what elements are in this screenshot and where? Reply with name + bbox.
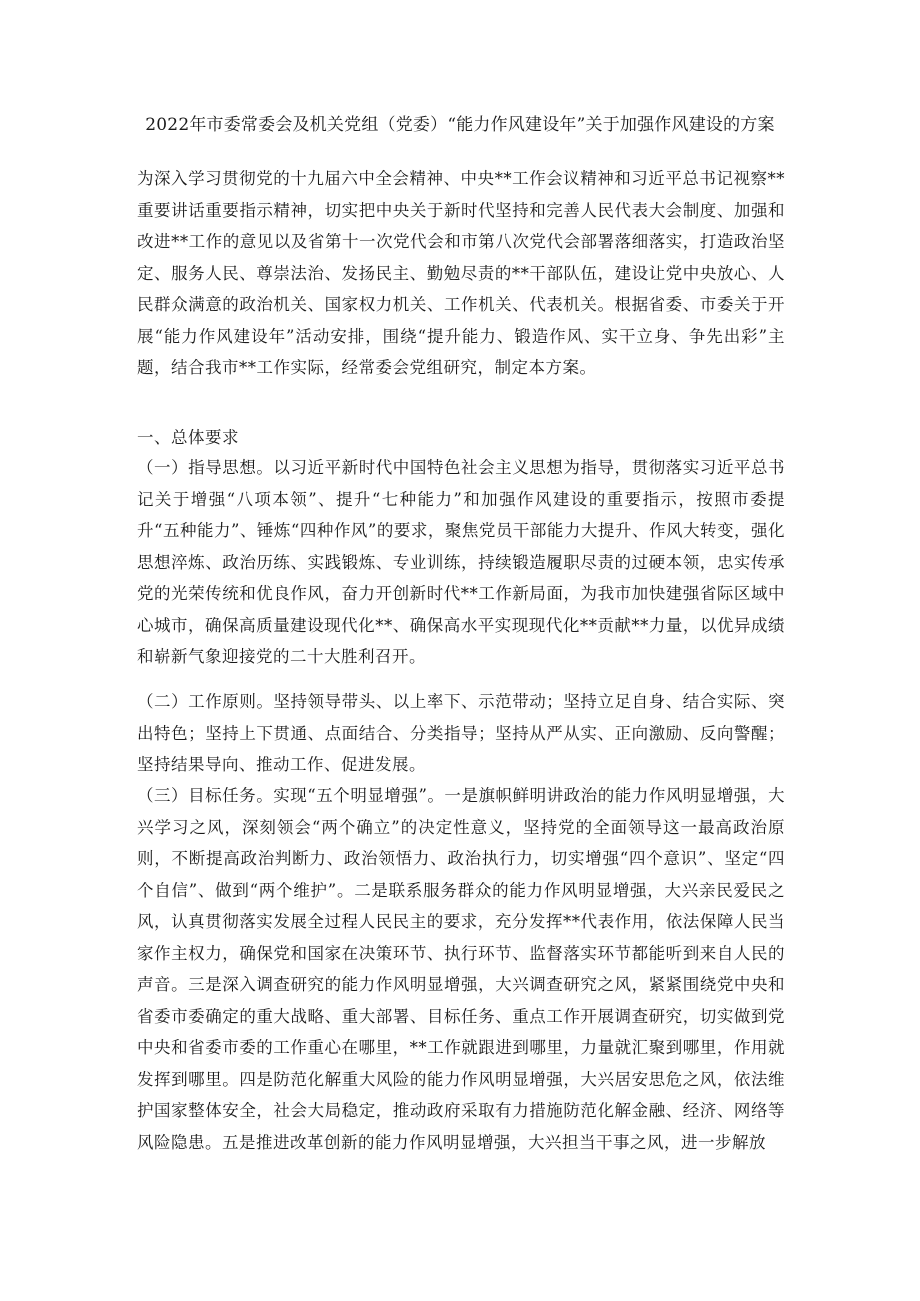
section-heading: 一、总体要求 [137, 428, 239, 447]
paragraph-goals-tasks: （三）目标任务。实现“五个明显增强”。一是旗帜鲜明讲政治的能力作风明显增强，大兴学习之风，深刻领会“两个确立”的决定性意义，坚持党的全面领导这一最高政治原则，不断提高政治判断力、政治领悟力、政治执行力，切实增强“四个意识”、坚定“四个自信”、做到“两个维护”。二是联系服务群众的能力作风明显增强，大兴亲民爱民之风，认真贯彻落实发展全过程人民民主的要求，充分发挥**代表作用，依法保障人民当家作主权力，确保党和国家在决策环节、执行环节、监督落实环节都能听到来自人民的声音。三是深入调查研究的能力作风明显增强，大兴调查研究之风，紧紧围绕党中央和省委市委确定的重大战略、重大部署、目标任务、重点工作开展调查研究，切实做到党中央和省委市委的工作重心在哪里，**工作就跟进到哪里，力量就汇聚到哪里，作用就发挥到哪里。四是防范化解重大风险的能力作风明显增强，大兴居安思危之风，依法维护国家整体安全，社会大局稳定，推动政府采取有力措施防范化解金融、经济、网络等风险隐患。五是推进改革创新的能力作风明显增强，大兴担当干事之风，进一步解放 [137, 786, 785, 1152]
paragraph-guiding-ideology: （一）指导思想。以习近平新时代中国特色社会主义思想为指导，贯彻落实习近平总书记关于增强“八项本领”、提升“七种能力”和加强作风建设的重要指示，按照市委提升“五种能力”、锤炼“四种作风”的要求，聚焦党员干部能力大提升、作风大转变，强化思想淬炼、政治历练、实践锻炼、专业训练，持续锻造履职尽责的过硬本领，忠实传承党的光荣传统和优良作风，奋力开创新时代**工作新局面，为我市加快建强省际区域中心城市，确保高质量建设现代化**、确保高水平实现现代化**贡献**力量，以优异成绩和崭新气象迎接党的二十大胜利召开。 [137, 458, 785, 666]
intro-paragraph: 为深入学习贯彻党的十九届六中全会精神、中央**工作会议精神和习近平总书记视察**重要讲话重要指示精神，切实把中央关于新时代坚持和完善人民代表大会制度、加强和改进**工作的意见以及省第十一次党代会和市第八次党代会部署落细落实，打造政治坚定、服务人民、尊崇法治、发扬民主、勤勉尽责的**干部队伍，建设让党中央放心、人民群众满意的政治机关、国家权力机关、工作机关、代表机关。根据省委、市委关于开展“能力作风建设年”活动安排，围绕“提升能力、锻造作风、实干立身、争先出彩”主题，结合我市**工作实际，经常委会党组研究，制定本方案。 [137, 169, 785, 377]
document-title: 2022年市委常委会及机关党组（党委）“能力作风建设年”关于加强作风建设的方案 [145, 115, 775, 135]
paragraph-work-principles: （二）工作原则。坚持领导带头、以上率下、示范带动；坚持立足自身、结合实际、突出特色；坚持上下贯通、点面结合、分类指导；坚持从严从实、正向激励、反向警醒；坚持结果导向、推动工作、促进发展。 [137, 692, 785, 774]
